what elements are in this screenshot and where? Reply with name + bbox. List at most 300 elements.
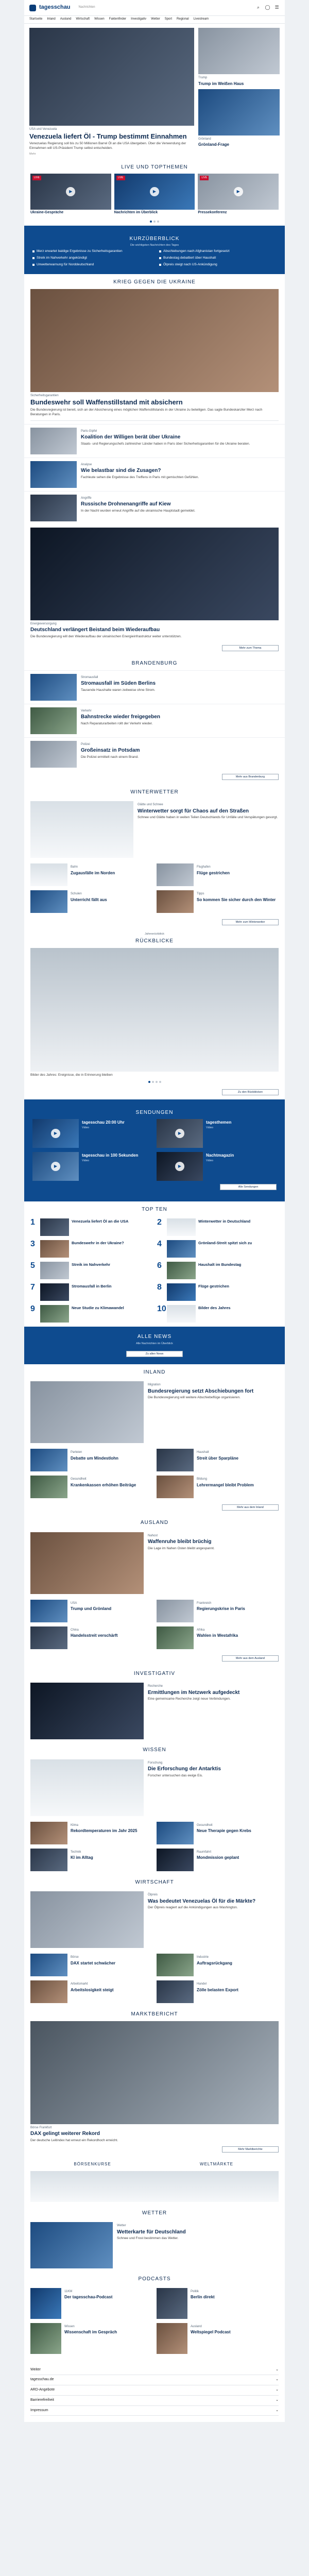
topten-item[interactable] [30, 1218, 152, 1236]
sendungen-section [24, 1099, 285, 1202]
topten-image[interactable] [40, 1283, 69, 1301]
play-icon[interactable]: ▶ [66, 187, 75, 196]
kicker: Ausland [191, 2325, 202, 2328]
headline[interactable]: DAX startet schwächer [71, 1960, 116, 1965]
headline[interactable]: tagesschau in 100 Sekunden [82, 1153, 139, 1158]
grid-item[interactable] [30, 1600, 152, 1622]
ukraine-main[interactable] [24, 289, 285, 417]
kicker: Forschung [148, 1761, 163, 1765]
headline[interactable]: KI im Alltag [71, 1855, 93, 1860]
teaser: Schnee und Glätte haben in weiten Teilen Deutschlands für Unfälle und Verspätungen gesorgt. [138, 816, 278, 820]
rueckblick-title: RÜCKBLICKE [135, 938, 174, 944]
grid-item[interactable] [157, 1980, 279, 2003]
grid-item-image[interactable] [30, 1626, 67, 1649]
all-news-subtitle: Alle Nachrichten im Überblick [136, 1342, 173, 1346]
menu-icon[interactable]: ☰ [274, 5, 279, 10]
wirtschaft-main[interactable] [24, 1889, 285, 1951]
ausland-main-image[interactable] [30, 1532, 144, 1594]
podcasts-section [24, 2271, 285, 2359]
hero-meta[interactable]: Mehr [29, 152, 36, 156]
investigativ-main[interactable] [24, 1680, 285, 1742]
broadcast-image[interactable] [32, 1119, 79, 1148]
kicker: Flughafen [197, 866, 211, 869]
broadcast-item[interactable] [32, 1152, 152, 1181]
brief-item[interactable]: Unwetterwarnung für Norddeutschland [32, 263, 150, 267]
play-icon[interactable]: ▶ [51, 1162, 60, 1171]
teaser: Eine gemeinsame Recherche zeigt neue Verbindungen. [148, 1697, 231, 1701]
list-item[interactable] [24, 491, 285, 524]
headline[interactable]: Der tagesschau-Podcast [64, 2295, 113, 2300]
live-badge: LIVE [116, 176, 125, 180]
broadcast-image[interactable] [157, 1152, 203, 1181]
nav-item[interactable]: Inland [47, 18, 56, 21]
headline[interactable]: Wahlen in Westafrika [197, 1633, 238, 1638]
grid-item[interactable] [30, 1980, 152, 2003]
headline[interactable]: Bilder des Jahres [198, 1305, 231, 1310]
kicker: Klima [71, 1823, 79, 1827]
rueckblick-image[interactable] [30, 948, 279, 1072]
brief-section [24, 226, 285, 274]
headline[interactable]: Wetterkarte für Deutschland [117, 2229, 186, 2235]
grid-item[interactable] [157, 863, 279, 886]
live-section [24, 159, 285, 226]
carousel-dots[interactable] [24, 1078, 285, 1086]
headline[interactable]: Bundeswehr soll Waffenstillstand mit absichern [30, 398, 183, 406]
kicker: Politik [191, 2290, 199, 2293]
more-button[interactable]: Alle Sendungen [220, 1184, 277, 1190]
nav-item[interactable]: Wissen [94, 18, 105, 21]
kicker: Börse Frankfurt [30, 2126, 52, 2129]
headline[interactable]: tagesthemen [206, 1120, 232, 1125]
podcast-item[interactable] [157, 2323, 279, 2354]
grid-item-image[interactable] [157, 890, 194, 913]
teaser: Der Ölpreis reagiert auf die Ankündigungen aus Washington. [148, 1906, 238, 1910]
grid-item[interactable] [157, 1849, 279, 1871]
topten-image[interactable] [40, 1305, 69, 1323]
topten-image[interactable] [40, 1240, 69, 1258]
teaser: In der Nacht wurden erneut Angriffe auf die ukrainische Hauptstadt gemeldet. [81, 509, 196, 513]
teaser: Tausende Haushalte waren zeitweise ohne Strom. [81, 688, 156, 692]
headline[interactable]: Krankenkassen erhöhen Beiträge [71, 1482, 136, 1487]
grid-item[interactable] [30, 1476, 152, 1498]
headline[interactable]: Zölle belasten Export [197, 1987, 238, 1992]
grid-item[interactable] [30, 1626, 152, 1649]
list-item-image[interactable] [30, 674, 77, 701]
headline[interactable]: Regierungskrise in Paris [197, 1606, 245, 1612]
investigativ-image[interactable] [30, 1683, 144, 1739]
headline[interactable]: Grönland-Streit spitzt sich zu [198, 1240, 252, 1245]
kicker: Raumfahrt [197, 1850, 212, 1854]
grid-item[interactable] [30, 1849, 152, 1871]
grid-item-image[interactable] [157, 1626, 194, 1649]
kicker: Wetter [117, 2224, 126, 2228]
topten-section [24, 1201, 285, 1327]
hero-teaser: Venezuelas Regierung soll bis zu 50 Millionen Barrel Öl an die USA übergeben. Über die Verwendung der Einnahmen will US-Präsident Trump selbst entscheiden. [29, 142, 186, 150]
headline[interactable]: Deutschland verlängert Beistand beim Wiederaufbau [30, 627, 160, 633]
live-card[interactable] [114, 174, 195, 215]
rank: 4 [157, 1239, 162, 1248]
teaser: Fachleute sehen die Ergebnisse des Treffens in Paris mit gemischten Gefühlen. [81, 475, 199, 479]
teaser: Die Lage im Nahen Osten bleibt angespannt. [148, 1546, 215, 1550]
broadcast-item[interactable] [32, 1119, 152, 1148]
headline[interactable]: Was bedeutet Venezuelas Öl für die Märkte? [148, 1898, 256, 1904]
headline[interactable]: Zugausfälle im Norden [71, 870, 115, 875]
market-chart-image[interactable] [30, 2171, 154, 2202]
topten-item[interactable] [157, 1283, 279, 1301]
brief-item[interactable]: Streik im Nahverkehr angekündigt [32, 256, 150, 260]
broadcast-image[interactable] [157, 1119, 203, 1148]
headline[interactable]: Bahnstrecke wieder freigegeben [81, 714, 160, 720]
wissen-section [24, 1742, 285, 1874]
headline[interactable]: Rekordtemperaturen im Jahr 2025 [71, 1828, 138, 1834]
winter-main-image[interactable] [30, 801, 133, 858]
inland-title: INLAND [143, 1369, 166, 1375]
footer-link[interactable]: Barrierefreiheit ⌄ [30, 2396, 279, 2406]
meta: Video [82, 1126, 89, 1130]
more-button[interactable]: Mehr Marktberichte [222, 2146, 279, 2153]
grid-item[interactable] [157, 1626, 279, 1649]
headline[interactable]: tagesschau 20:00 Uhr [82, 1120, 125, 1125]
more-button[interactable]: Mehr aus dem Inland [222, 1504, 279, 1511]
kicker: Frankreich [197, 1601, 212, 1605]
list-item[interactable] [24, 457, 285, 491]
more-button[interactable]: Mehr aus Brandenburg [222, 774, 279, 780]
headline[interactable]: Winterwetter in Deutschland [198, 1218, 251, 1224]
hero-headline[interactable]: Venezuela liefert Öl - Trump bestimmt Einnahmen [29, 132, 187, 140]
headline[interactable]: Wie belastbar sind die Zusagen? [81, 468, 161, 474]
headline[interactable]: Ermittlungen im Netzwerk aufgedeckt [148, 1689, 240, 1696]
rank: 5 [30, 1261, 35, 1270]
rank: 8 [157, 1282, 162, 1292]
brief-item[interactable]: Ölpreis steigt nach US-Ankündigung [159, 263, 277, 267]
market-chart-image[interactable] [154, 2171, 279, 2202]
list-item-image[interactable] [30, 741, 77, 768]
header-tag: Nachrichten [78, 6, 95, 9]
more-button[interactable]: Mehr zum Thema [222, 645, 279, 651]
play-icon[interactable]: ▶ [150, 187, 159, 196]
headline[interactable]: Flüge gestrichen [197, 870, 230, 875]
hero [24, 24, 285, 159]
headline[interactable]: Neue Therapie gegen Krebs [197, 1828, 251, 1834]
hero-side-item[interactable] [198, 28, 280, 86]
hero-side-headline[interactable]: Trump im Weißen Haus [198, 81, 244, 86]
search-icon[interactable]: ⌕ [256, 5, 260, 10]
grid-item[interactable] [30, 1449, 152, 1471]
footer-link[interactable]: Weiter ⌄ [30, 2365, 279, 2376]
market-column-title: BÖRSENKURSE [74, 2161, 111, 2166]
inland-main[interactable] [24, 1379, 285, 1446]
brief-item[interactable]: Abschiebungen nach Afghanistan fortgesetzt [159, 249, 277, 253]
play-icon[interactable]: ▶ [234, 187, 243, 196]
rank: 6 [157, 1261, 162, 1270]
logo[interactable]: tagesschau [39, 4, 71, 11]
hero-side-headline[interactable]: Grönland-Frage [198, 142, 230, 147]
grid-item-image[interactable] [30, 890, 67, 913]
headline[interactable]: Streik im Nahverkehr [72, 1262, 111, 1267]
grid-item-image[interactable] [30, 863, 67, 886]
inland-main-image[interactable] [30, 1381, 144, 1443]
topten-item[interactable] [157, 1262, 279, 1279]
headline[interactable]: Handelsstreit verschärft [71, 1633, 118, 1638]
grid-item[interactable] [157, 1600, 279, 1622]
grid-item-image[interactable] [30, 1600, 67, 1622]
grid-item[interactable] [157, 1476, 279, 1498]
topten-item[interactable] [157, 1240, 279, 1258]
hero-side-image[interactable] [198, 89, 280, 135]
rank: 7 [30, 1282, 35, 1292]
broadcast-item[interactable] [157, 1119, 277, 1148]
headline[interactable]: Debatte um Mindestlohn [71, 1455, 118, 1461]
headline[interactable]: Flüge gestrichen [198, 1283, 230, 1289]
more-button[interactable]: Zu den Rückblicken [222, 1089, 279, 1095]
topten-title: TOP TEN [142, 1207, 167, 1213]
meta: Video [206, 1126, 213, 1130]
live-card[interactable] [30, 174, 111, 215]
grid-item-image[interactable] [157, 1954, 194, 1976]
podcast-cover[interactable] [30, 2288, 61, 2319]
nav-item[interactable]: Startseite [29, 18, 43, 21]
live-card-title[interactable]: Pressekonferenz [198, 211, 227, 215]
broadcast-image[interactable] [32, 1152, 79, 1181]
kicker: Handel [197, 1982, 207, 1986]
grid-item[interactable] [30, 1954, 152, 1976]
kicker: Börse [71, 1956, 79, 1959]
grid-item-image[interactable] [157, 1849, 194, 1871]
grid-item-image[interactable] [157, 863, 194, 886]
grid-item[interactable] [157, 1954, 279, 1976]
podcast-cover[interactable] [30, 2323, 61, 2354]
topten-item[interactable] [30, 1262, 152, 1279]
nav-item[interactable]: Livestream [193, 18, 209, 21]
carousel-dots[interactable] [24, 219, 285, 226]
topten-item[interactable] [30, 1305, 152, 1323]
grid-item-image[interactable] [157, 1822, 194, 1844]
grid-item-image[interactable] [157, 1600, 194, 1622]
grid-item-image[interactable] [157, 1476, 194, 1498]
hero-side-image[interactable] [198, 28, 280, 74]
grid-item-image[interactable] [30, 1476, 67, 1498]
headline[interactable]: Haushalt im Bundestag [198, 1262, 242, 1267]
topten-image[interactable] [167, 1283, 196, 1301]
grid-item-image[interactable] [30, 1449, 67, 1471]
headline[interactable]: Stromausfall im Süden Berlins [81, 681, 156, 687]
grid-item-image[interactable] [30, 1822, 67, 1844]
grid-item-image[interactable] [30, 1849, 67, 1871]
headline[interactable]: Streit über Sparpläne [197, 1455, 238, 1461]
meta: Video [206, 1159, 213, 1163]
live-badge: LIVE [200, 176, 209, 180]
teaser: Der deutsche Leitindex hat erneut ein Rekordhoch erreicht. [30, 2138, 118, 2142]
wissen-main-image[interactable] [30, 1759, 144, 1816]
headline[interactable]: Wissenschaft im Gespräch [64, 2330, 117, 2335]
live-card-title[interactable]: Nachrichten im Überblick [114, 211, 158, 215]
hero-side [198, 28, 280, 156]
grid-item-image[interactable] [157, 1980, 194, 2003]
market-column[interactable] [30, 2160, 154, 2202]
more-button[interactable]: Mehr aus dem Ausland [222, 1655, 279, 1662]
topten-item[interactable] [157, 1305, 279, 1323]
headline[interactable]: Arbeitslosigkeit steigt [71, 1987, 114, 1992]
grid-item[interactable] [157, 890, 279, 913]
nav-item[interactable]: Wetter [151, 18, 160, 21]
market-column[interactable] [154, 2160, 279, 2202]
live-card-title[interactable]: Ukraine-Gespräche [30, 211, 64, 215]
headline[interactable]: Berlin direkt [191, 2295, 215, 2300]
teaser: Die Bundesregierung will weitere Abschiebeflüge organisieren. [148, 1396, 241, 1400]
topten-image[interactable] [167, 1305, 196, 1323]
nav-item[interactable]: Faktenfinder [109, 18, 127, 21]
footer-link[interactable]: ARD-Angebote ⌄ [30, 2385, 279, 2396]
kicker: Stromausfall [81, 675, 98, 679]
teaser: Staats- und Regierungschefs zahlreicher Länder haben in Paris über Sicherheitsgarantien für die Ukraine beraten. [81, 442, 250, 446]
footer-link[interactable]: tagesschau.de ⌄ [30, 2375, 279, 2385]
teaser: Die Polizei ermittelt nach einem Brand. [81, 755, 139, 759]
headline[interactable]: Bundeswehr in der Ukraine? [72, 1240, 124, 1245]
list-item-image[interactable] [30, 495, 77, 521]
marktbericht-section [24, 2006, 285, 2205]
kicker: USA [71, 1601, 77, 1605]
headline[interactable]: Trump und Grönland [71, 1606, 112, 1612]
grid-item[interactable] [30, 1822, 152, 1844]
grid-item-image[interactable] [157, 1449, 194, 1471]
kicker: Afrika [197, 1628, 205, 1632]
brief-item[interactable]: Merz erwartet baldige Ergebnisse zu Sicherheitsgarantien [32, 249, 150, 253]
chevron-down-icon: ⌄ [276, 2408, 279, 2412]
chevron-down-icon: ⌄ [276, 2378, 279, 2382]
wirtschaft-title: WIRTSCHAFT [135, 1879, 174, 1885]
headline[interactable]: Venezuela liefert Öl an die USA [72, 1218, 129, 1224]
kicker: Tipps [197, 892, 204, 896]
headline[interactable]: Lehrermangel bleibt Problem [197, 1482, 254, 1487]
headline[interactable]: Koalition der Willigen berät über Ukraine [81, 434, 181, 440]
list-item[interactable] [24, 737, 285, 771]
list-item-image[interactable] [30, 707, 77, 734]
ukraine-title: KRIEG GEGEN DIE UKRAINE [113, 279, 196, 285]
grid-item[interactable] [157, 1449, 279, 1471]
winter-main[interactable] [24, 799, 285, 860]
all-news-button[interactable]: Zu allen News [126, 1351, 183, 1357]
podcast-item[interactable] [157, 2288, 279, 2319]
grid-item-image[interactable] [30, 1954, 67, 1976]
nav-item[interactable]: Ausland [60, 18, 72, 21]
ausland-main[interactable] [24, 1530, 285, 1597]
headline[interactable]: Auftragsrückgang [197, 1960, 232, 1965]
topten-image[interactable] [40, 1262, 69, 1279]
headline[interactable]: Stromausfall in Berlin [72, 1283, 112, 1289]
wetter-main[interactable] [24, 2219, 285, 2271]
wetter-map-image[interactable] [30, 2222, 113, 2268]
headline[interactable]: Waffenruhe bleibt brüchig [148, 1539, 212, 1545]
podcast-item[interactable] [30, 2323, 152, 2354]
nav-item[interactable]: Investigativ [131, 18, 147, 21]
ukraine-section [24, 274, 285, 651]
all-news-section [24, 1327, 285, 1364]
headline[interactable]: DAX gelingt weiterer Rekord [30, 2131, 100, 2137]
play-icon[interactable]: ▶ [175, 1129, 184, 1138]
brief-title: KURZÜBERBLICK [129, 236, 180, 242]
list-item[interactable] [24, 424, 285, 457]
topten-item[interactable] [157, 1218, 279, 1236]
wissen-main[interactable] [24, 1757, 285, 1819]
topten-image[interactable] [167, 1262, 196, 1279]
wirtschaft-main-image[interactable] [30, 1891, 144, 1948]
winter-title: WINTERWETTER [130, 789, 179, 795]
headline[interactable]: So kommen Sie sicher durch den Winter [197, 897, 276, 902]
live-card[interactable] [198, 174, 279, 215]
all-news-title: ALLE NEWS [137, 1333, 172, 1340]
play-icon[interactable]: ▶ [175, 1162, 184, 1171]
investigativ-title: INVESTIGATIV [133, 1670, 176, 1676]
kicker: Sicherheitsgarantien [30, 394, 59, 397]
grid-item[interactable] [30, 890, 152, 913]
kicker: Haushalt [197, 1451, 209, 1454]
brief-item[interactable]: Bundestag debattiert über Haushalt [159, 256, 277, 260]
play-icon[interactable]: ▶ [51, 1129, 60, 1138]
user-icon[interactable]: ◯ [265, 5, 270, 10]
headline[interactable]: Unterricht fällt aus [71, 897, 107, 902]
topten-image[interactable] [167, 1218, 196, 1236]
marktbericht-main[interactable] [24, 2021, 285, 2143]
main-nav [24, 15, 285, 24]
podcast-cover[interactable] [157, 2323, 187, 2354]
rank: 1 [30, 1217, 35, 1227]
list-item[interactable] [24, 670, 285, 704]
hero-side-item[interactable] [198, 89, 280, 147]
topten-image[interactable] [40, 1218, 69, 1236]
ukraine-feature[interactable] [24, 524, 285, 642]
market-column-title: WELTMÄRKTE [200, 2161, 233, 2166]
list-item-image[interactable] [30, 461, 77, 488]
headline[interactable]: Weltspiegel Podcast [191, 2330, 231, 2335]
podcast-item[interactable] [30, 2288, 152, 2319]
more-button[interactable]: Mehr zum Winterwetter [222, 919, 279, 925]
kicker: Angriffe [81, 496, 92, 500]
topten-image[interactable] [167, 1240, 196, 1258]
headline[interactable]: Nachtmagazin [206, 1153, 234, 1158]
marktbericht-image[interactable] [30, 2021, 279, 2124]
list-item[interactable] [24, 704, 285, 737]
logo-icon[interactable] [29, 5, 36, 11]
headline[interactable]: Mondmission geplant [197, 1855, 239, 1860]
footer-link[interactable]: Impressum ⌄ [30, 2406, 279, 2416]
ukraine-feature-image[interactable] [30, 528, 279, 620]
topten-item[interactable] [30, 1283, 152, 1301]
hero-image[interactable] [29, 28, 194, 126]
podcast-cover[interactable] [157, 2288, 187, 2319]
headline[interactable]: Großeinsatz in Potsdam [81, 748, 140, 754]
headline[interactable]: Neue Studie zu Klimawandel [72, 1305, 124, 1310]
headline[interactable]: Winterwetter sorgt für Chaos auf den Straßen [138, 808, 249, 814]
grid-item[interactable] [157, 1822, 279, 1844]
headline[interactable]: Die Erforschung der Antarktis [148, 1766, 221, 1772]
rank: 3 [30, 1239, 35, 1248]
hero-main[interactable] [29, 28, 194, 156]
nav-item[interactable]: Regional [177, 18, 189, 21]
kicker: Polizei [81, 742, 90, 746]
nav-item[interactable]: Sport [164, 18, 173, 21]
nav-item[interactable]: Wirtschaft [76, 18, 90, 21]
headline[interactable]: Russische Drohnenangriffe auf Kiew [81, 501, 171, 507]
topten-item[interactable] [30, 1240, 152, 1258]
grid-item-image[interactable] [30, 1980, 67, 2003]
grid-item[interactable] [30, 863, 152, 886]
headline[interactable]: Bundesregierung setzt Abschiebungen fort [148, 1388, 254, 1394]
ukraine-main-image[interactable] [30, 289, 279, 392]
brandenburg-section [24, 655, 285, 780]
broadcast-item[interactable] [157, 1152, 277, 1181]
list-item-image[interactable] [30, 428, 77, 454]
teaser: Schnee und Frost bestimmen das Wetter. [117, 2236, 179, 2241]
